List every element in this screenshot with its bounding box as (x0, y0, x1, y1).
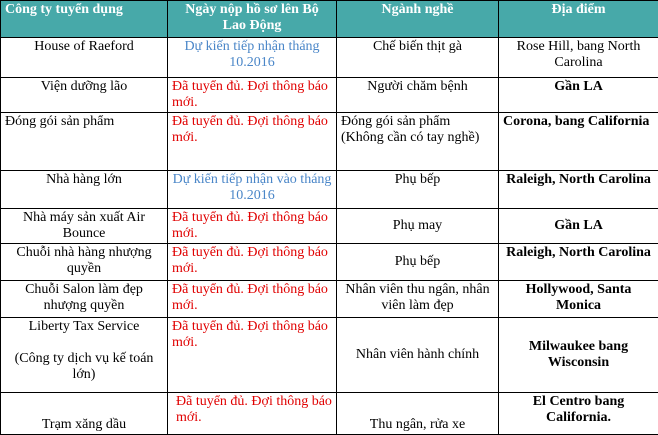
industry-cell: Người chăm bệnh (337, 78, 499, 113)
industry-cell: Phụ may (337, 209, 499, 244)
table-row (1, 113, 658, 171)
location-cell: Gần LA (499, 209, 658, 244)
industry-cell: Nhân viên thu ngân, nhân viên làm đẹp (337, 281, 499, 318)
date-cell: Đã tuyển đủ. Đợi thông báo mới. (168, 113, 337, 171)
location-cell: Hollywood, Santa Monica (499, 281, 658, 318)
header-industry: Ngành nghề (337, 1, 499, 38)
header-date: Ngày nộp hồ sơ lên Bộ Lao Động (168, 1, 337, 38)
date-cell: Đã tuyển đủ. Đợi thông báo mới. (168, 281, 337, 318)
company-cell: Viện dưỡng lão (1, 78, 168, 113)
location-cell: El Centro bang California. (499, 393, 658, 435)
table-row (1, 38, 658, 78)
location-cell: Gần LA (499, 78, 658, 113)
company-name: Liberty Tax Service (5, 319, 163, 335)
date-cell: Đã tuyển đủ. Đợi thông báo mới. (168, 393, 337, 435)
location-cell: Milwaukee bang Wisconsin (499, 318, 658, 393)
date-cell: Dự kiến tiếp nhận vào tháng 10.2016 (168, 171, 337, 209)
table-row (1, 171, 658, 209)
header-company: Công ty tuyển dụng (1, 1, 168, 38)
date-cell: Đã tuyển đủ. Đợi thông báo mới. (168, 209, 337, 244)
company-description: (Công ty dịch vụ kế toán lớn) (5, 351, 163, 383)
industry-cell: Phụ bếp (337, 171, 499, 209)
header-location: Địa điểm (499, 1, 658, 38)
industry-cell: Đóng gói sản phẩm (Không cần có tay nghề) (337, 113, 499, 171)
table-row (1, 318, 658, 393)
date-cell: Đã tuyển đủ. Đợi thông báo mới. (168, 244, 337, 281)
header-row (1, 1, 658, 38)
table-row (1, 393, 658, 435)
company-cell: Nhà hàng lớn (1, 171, 168, 209)
location-cell: Rose Hill, bang North Carolina (499, 38, 658, 78)
table-row (1, 78, 658, 113)
company-cell (1, 318, 168, 393)
location-cell: Raleigh, North Carolina (499, 171, 658, 209)
industry-cell: Chế biến thịt gà (337, 38, 499, 78)
industry-cell: Phụ bếp (337, 244, 499, 281)
company-cell: Chuỗi nhà hàng nhượng quyền (1, 244, 168, 281)
table-row (1, 281, 658, 318)
company-cell: Trạm xăng dầu (1, 393, 168, 435)
company-cell: Chuỗi Salon làm đẹp nhượng quyền (1, 281, 168, 318)
industry-cell: Nhân viên hành chính (337, 318, 499, 393)
table-row (1, 209, 658, 244)
company-cell: Đóng gói sản phẩm (1, 113, 168, 171)
location-cell: Corona, bang California (499, 113, 658, 171)
company-cell: House of Raeford (1, 38, 168, 78)
date-cell: Đã tuyển đủ. Đợi thông báo mới. (168, 318, 337, 393)
date-cell: Dự kiến tiếp nhận tháng 10.2016 (168, 38, 337, 78)
location-cell: Raleigh, North Carolina (499, 244, 658, 281)
date-cell: Đã tuyển đủ. Đợi thông báo mới. (168, 78, 337, 113)
company-cell: Nhà máy sản xuất Air Bounce (1, 209, 168, 244)
industry-cell: Thu ngân, rửa xe (337, 393, 499, 435)
table-row (1, 244, 658, 281)
